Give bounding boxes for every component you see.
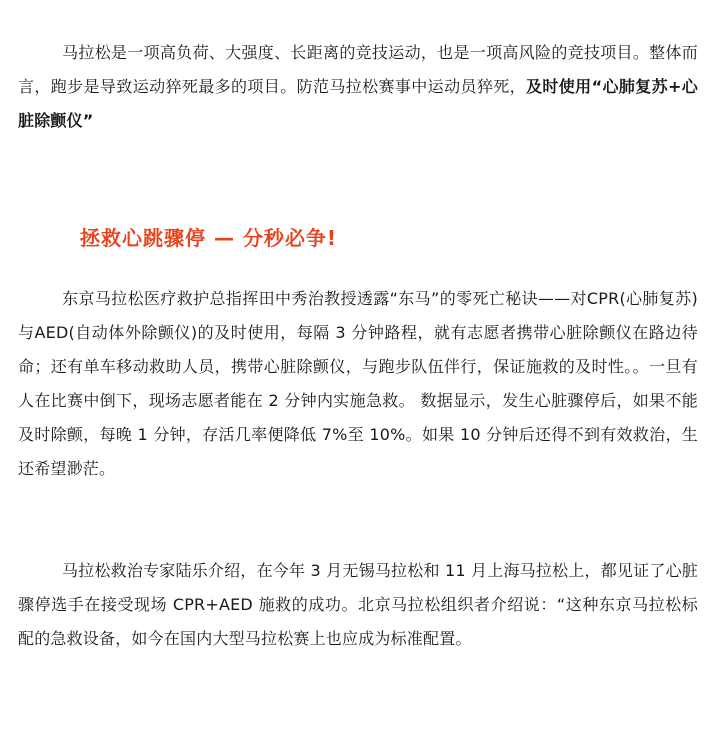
body-paragraph-tokyo-text: 东京马拉松医疗救护总指挥田中秀治教授透露“东马”的零死亡秘诀——对CPR(心肺复苏)与AED(自动体外除颤仪)的及时使用，每隔 3 分钟路程，就有志愿者携带心脏除颤仪在路边待命；还有单车移动救助人员，携带心脏除颤仪，与跑步队伍伴行，保证施救的及时性。。一旦有人在比赛中倒下，现场志愿者能在 2 分钟内实施急救。 数据显示，发生心脏骤停后，如果不能及时除颤，每晚 1 分钟，存活几率便降低 7%至 10%。如果 10 分钟后还得不到有效救治，生还希望渺茫。 <box>18 289 698 478</box>
section-heading: 拯救心跳骤停 — 分秒必争! <box>80 226 338 250</box>
body-paragraph-expert <box>18 554 698 656</box>
intro-paragraph <box>18 36 698 138</box>
intro-text: 马拉松是一项高负荷、大强度、长距离的竞技运动，也是一项高风险的竞技项目。整体而言，跑步是导致运动猝死最多的项目。防范马拉松赛事中运动员猝死， <box>18 43 698 96</box>
intro-emphasis: 及时使用“心肺复苏+心脏除颤仪” <box>18 77 699 130</box>
body-paragraph-expert-text: 马拉松救治专家陆乐介绍，在今年 3 月无锡马拉松和 11 月上海马拉松上，都见证了心脏骤停选手在接受现场 CPR+AED 施救的成功。北京马拉松组织者介绍说：“这种东京马拉松标配的急救设备，如今在国内大型马拉松赛上也应成为标准配置。 <box>18 561 698 648</box>
body-paragraph-tokyo <box>18 282 698 486</box>
